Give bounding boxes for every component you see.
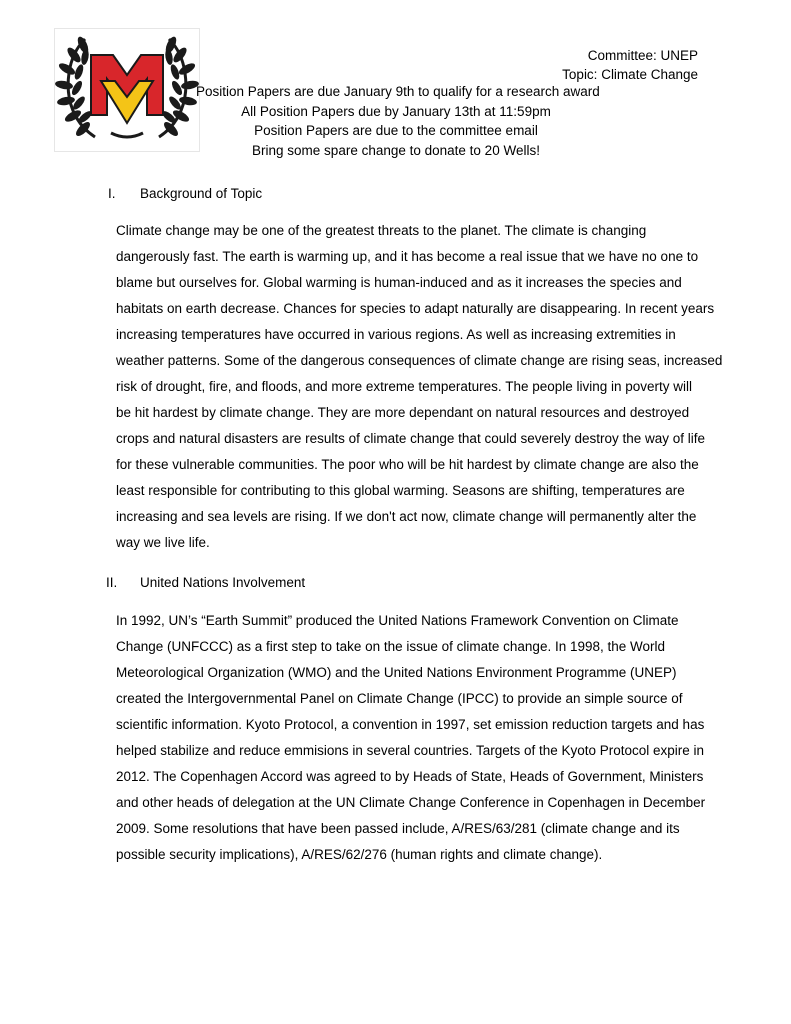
paragraph-line: habitats on earth decrease. Chances for species to adapt naturally are disappearing. In recent years xyxy=(116,301,715,316)
section-numeral: II. xyxy=(106,575,118,590)
un-involvement-paragraph xyxy=(116,608,706,868)
notice-line: Position Papers are due to the committee email xyxy=(254,123,538,138)
section-title: United Nations Involvement xyxy=(140,575,306,590)
paragraph-line: dangerously fast. The earth is warming up, and it has become a real issue that we have no one to xyxy=(116,249,699,264)
deadline-notices xyxy=(196,82,600,160)
laurel-wreath-m-emblem-icon xyxy=(54,28,200,152)
paragraph-line: weather patterns. Some of the dangerous consequences of climate change are rising seas, increased xyxy=(116,353,723,368)
paragraph-line: risk of drought, fire, and floods, and more extreme temperatures. The people living in poverty will xyxy=(116,379,693,394)
notice-line: Position Papers are due January 9th to qualify for a research award xyxy=(196,84,600,99)
notice-line: Bring some spare change to donate to 20 Wells! xyxy=(252,142,540,158)
paragraph-line: Change (UNFCCC) as a first step to take on the issue of climate change. In 1998, the World xyxy=(116,639,666,654)
paragraph-line: crops and natural disasters are results of climate change that could severely destroy the way of life xyxy=(116,431,706,446)
notice-line: All Position Papers due by January 13th at 11:59pm xyxy=(241,103,551,119)
paragraph-line: 2012. The Copenhagen Accord was agreed to by Heads of State, Heads of Government, Ministers xyxy=(116,769,704,784)
paragraph-line: increasing temperatures have occurred in various regions. As well as increasing extremities in xyxy=(116,327,676,342)
committee-header xyxy=(562,46,698,84)
paragraph-line: In 1992, UN’s “Earth Summit” produced the United Nations Framework Convention on Climate xyxy=(116,613,679,628)
section-numeral: I. xyxy=(108,186,116,201)
committee-label: Committee: UNEP xyxy=(587,48,698,63)
paragraph-line: blame but ourselves for. Global warming is human-induced and as it increases the species and xyxy=(116,275,682,290)
paragraph-line: Meteorological Organization (WMO) and the United Nations Environment Programme (UNEP) xyxy=(116,665,677,680)
paragraph-line: Climate change may be one of the greatest threats to the planet. The climate is changing xyxy=(116,223,647,238)
paragraph-line: possible security implications), A/RES/62/276 (human rights and climate change). xyxy=(116,847,603,862)
paragraph-line: 2009. Some resolutions that have been passed include, A/RES/63/281 (climate change and its xyxy=(116,821,680,836)
background-paragraph xyxy=(116,218,723,556)
paragraph-line: for these vulnerable communities. The poor who will be hit hardest by climate change are also the xyxy=(116,457,699,472)
paragraph-line: scientific information. Kyoto Protocol, a convention in 1997, set emission reduction targets and has xyxy=(116,717,705,732)
topic-label: Topic: Climate Change xyxy=(562,67,698,82)
paragraph-line: least responsible for contributing to this global warming. Seasons are shifting, temperatures are xyxy=(116,483,685,498)
paragraph-line: created the Intergovernmental Panel on Climate Change (IPCC) to provide an simple source of xyxy=(116,691,683,706)
paragraph-line: way we live life. xyxy=(116,535,210,550)
section-title: Background of Topic xyxy=(140,186,263,201)
paragraph-line: helped stabilize and reduce emmisions in several countries. Targets of the Kyoto Protocol expire in xyxy=(116,743,705,758)
paragraph-line: and other heads of delegation at the UN Climate Change Conference in Copenhagen in December xyxy=(116,795,706,810)
paragraph-line: increasing and sea levels are rising. If we don't act now, climate change will permanently alter the xyxy=(116,509,697,524)
paragraph-line: be hit hardest by climate change. They are more dependant on natural resources and destroyed xyxy=(116,405,690,420)
